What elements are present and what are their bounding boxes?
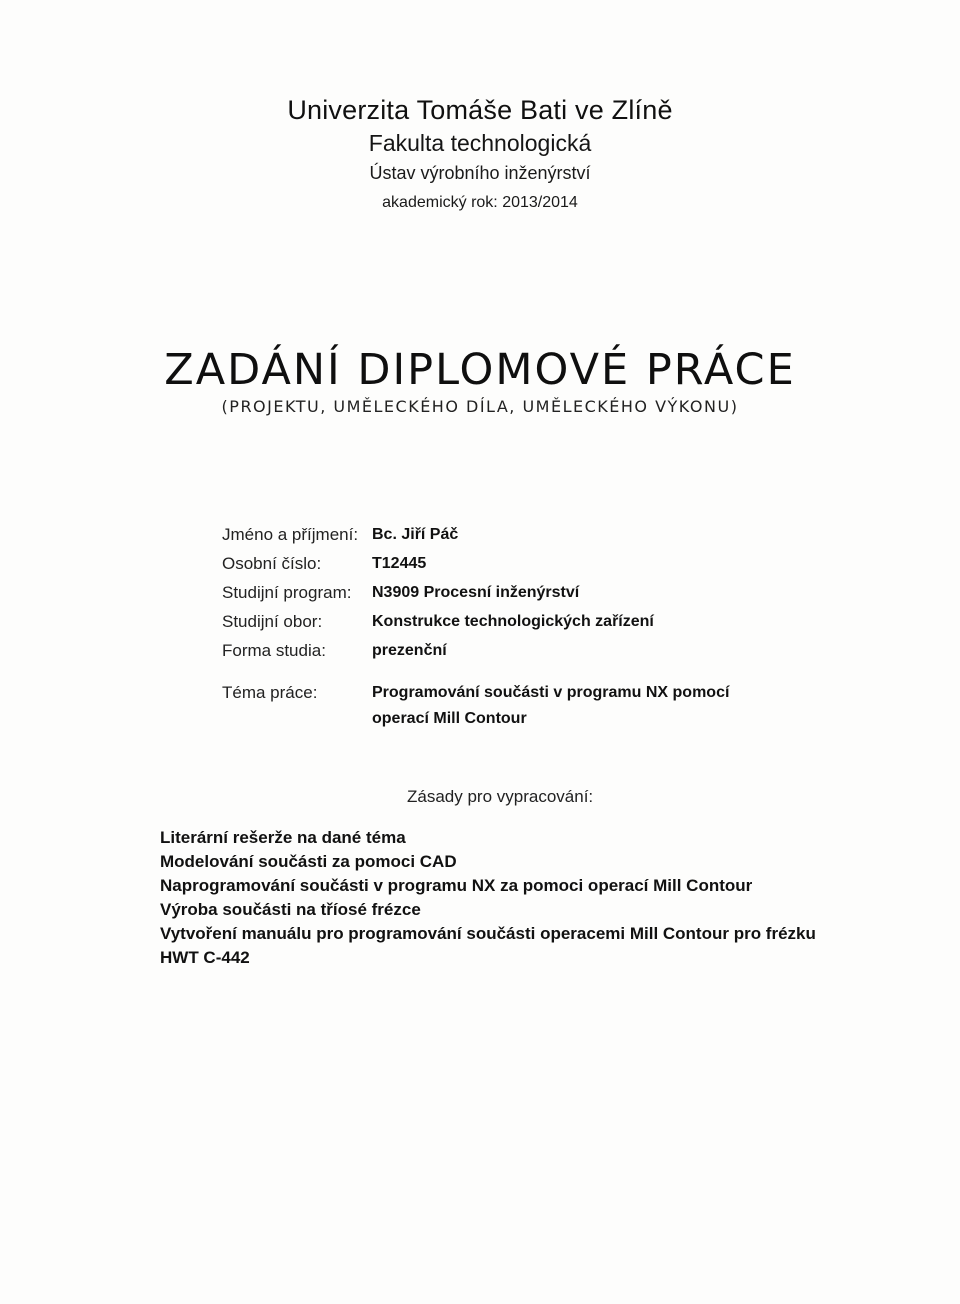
faculty-name: Fakulta technologická <box>368 130 592 156</box>
info-label: Jméno a příjmení: <box>222 525 359 544</box>
info-value: N3909 Procesní inženýrství <box>372 584 580 601</box>
principles-list <box>160 826 840 970</box>
institution-header <box>0 92 960 218</box>
principle-item: Naprogramování součásti v programu NX za pomoci operací Mill Contour <box>160 876 753 895</box>
document-title-block <box>0 346 960 420</box>
info-row-name <box>222 520 654 549</box>
info-row-personal-number <box>222 549 654 578</box>
info-value: Bc. Jiří Páč <box>372 526 459 543</box>
info-row-study-field <box>222 607 654 636</box>
info-value: prezenční <box>372 642 447 659</box>
student-info-table <box>222 520 654 665</box>
info-label: Osobní číslo: <box>222 554 322 573</box>
info-label: Forma studia: <box>222 641 326 660</box>
principle-item: Výroba součásti na tříosé frézce <box>160 900 421 919</box>
info-value: Konstrukce technologických zařízení <box>372 613 654 630</box>
institute-name: Ústav výrobního inženýrství <box>369 163 591 183</box>
info-row-study-form <box>222 636 654 665</box>
academic-year: akademický rok: 2013/2014 <box>382 194 578 211</box>
info-label: Studijní obor: <box>222 612 323 631</box>
principle-item: Modelování součásti za pomoci CAD <box>160 852 457 871</box>
document-subtitle: (PROJEKTU, UMĚLECKÉHO DÍLA, UMĚLECKÉHO VÝKONU) <box>221 397 739 416</box>
principle-item: Vytvoření manuálu pro programování součásti operacemi Mill Contour pro frézku HWT C-442 <box>160 924 816 967</box>
info-label: Studijní program: <box>222 583 352 602</box>
info-row-study-program <box>222 578 654 607</box>
info-value: T12445 <box>372 555 427 572</box>
thesis-topic <box>222 680 772 732</box>
university-name: Univerzita Tomáše Bati ve Zlíně <box>287 95 673 125</box>
principle-item: Literární rešerže na dané téma <box>160 828 406 847</box>
topic-label: Téma práce: <box>222 683 318 702</box>
topic-value: Programování součásti v programu NX pomocí operací Mill Contour <box>372 684 730 727</box>
document-title: ZADÁNÍ DIPLOMOVÉ PRÁCE <box>164 345 796 395</box>
principles-heading: Zásady pro vypracování: <box>407 787 594 806</box>
